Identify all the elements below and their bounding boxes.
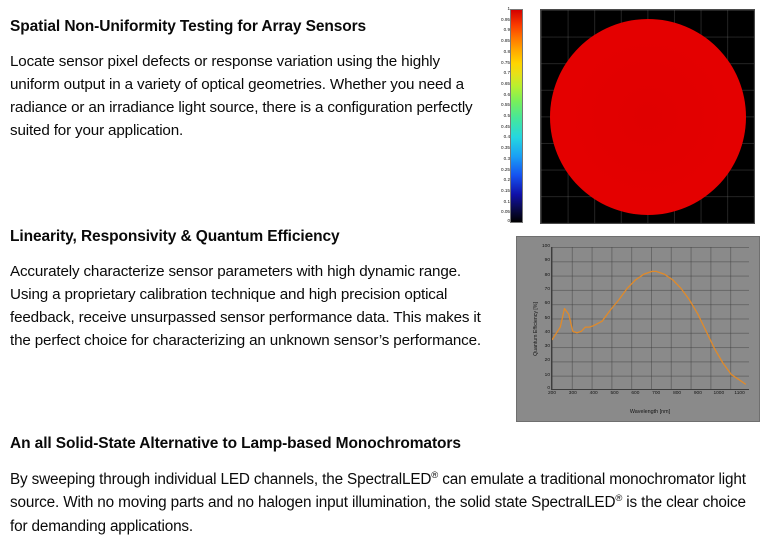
- y-tick: 40: [544, 329, 550, 335]
- x-tick: 600: [631, 391, 640, 396]
- y-tick: 10: [544, 372, 550, 378]
- y-tick: 70: [544, 286, 550, 292]
- colorbar-tick: 0.1: [503, 198, 510, 204]
- qe-curve: [552, 247, 750, 390]
- section-solid-state-alternative: [10, 435, 758, 539]
- figure-spatial-uniformity-map: [492, 6, 760, 229]
- section-linearity-responsivity-qe: [10, 228, 495, 352]
- section-heading: Linearity, Responsivity & Quantum Efficiency: [10, 228, 340, 245]
- y-tick: 0: [547, 386, 550, 391]
- section-body: Accurately characterize sensor parameters with high dynamic range. Using a proprietary calibration technique and high precision optical feedback, receive unsurpassed sensor performance data. This makes it the perfect choice for characterizing an unknown sensor’s performance.: [10, 262, 481, 349]
- colorbar-tick: 0.7: [503, 70, 510, 76]
- heatmap-plot-area: [540, 9, 755, 224]
- x-tick: 800: [673, 391, 682, 396]
- body-text-part-2: can emulate a traditional monochromator light source. With no moving parts and no halogen input illumination, the solid state SpectralLED: [10, 470, 746, 512]
- colorbar-tick: 0.3: [503, 155, 510, 161]
- qe-plot-area: [541, 244, 749, 396]
- section-body: [10, 468, 758, 539]
- colorbar-tick-labels: [492, 6, 510, 226]
- x-tick: 700: [652, 391, 661, 396]
- x-tick: 900: [693, 391, 702, 396]
- colorbar-tick: 0.25: [501, 166, 510, 172]
- colorbar-gradient: [510, 9, 523, 223]
- x-tick: 500: [610, 391, 619, 396]
- x-axis-label: Wavelength [nm]: [629, 409, 671, 415]
- y-tick: 30: [544, 344, 550, 350]
- colorbar-tick: 1: [507, 6, 510, 11]
- body-text-part-3: is the clear choice for demanding applications.: [10, 494, 746, 535]
- colorbar-tick: 0.55: [501, 102, 510, 108]
- colorbar-tick: 0.15: [501, 187, 510, 193]
- colorbar-tick: 0.9: [503, 27, 510, 33]
- x-tick: 200: [547, 391, 557, 396]
- x-tick: 1100: [734, 391, 745, 396]
- y-tick: 20: [544, 358, 550, 364]
- colorbar-tick: 0.85: [501, 38, 510, 44]
- heatmap-uniform-disc: [550, 19, 746, 215]
- y-tick: 100: [541, 244, 550, 249]
- colorbar-tick: 0.35: [501, 145, 510, 151]
- colorbar-tick: 0.05: [501, 209, 510, 215]
- y-axis-label: Quantum Efficiency [%]: [533, 302, 539, 356]
- colorbar-tick: 0.45: [501, 123, 510, 129]
- section-body: Locate sensor pixel defects or response variation using the highly uniform output in a variety of optical geometries. Whether you need a radiance or an irradiance light source, there is a configuration perfectly suited for your application.: [10, 52, 473, 139]
- y-tick: 50: [544, 315, 550, 321]
- colorbar-tick: 0.4: [503, 134, 510, 140]
- colorbar-tick: 0: [507, 218, 510, 223]
- colorbar-tick: 0.5: [503, 113, 510, 118]
- section-spatial-non-uniformity: [10, 18, 480, 142]
- x-tick: 300: [568, 391, 577, 396]
- section-heading: Spatial Non-Uniformity Testing for Array Sensors: [10, 18, 367, 35]
- section-heading: An all Solid-State Alternative to Lamp-based Monochromators: [10, 435, 461, 452]
- x-tick: 400: [589, 391, 598, 396]
- colorbar-tick: 0.8: [503, 48, 510, 54]
- colorbar: [492, 6, 534, 229]
- colorbar-tick: 0.6: [503, 91, 510, 97]
- y-tick: 90: [544, 258, 550, 264]
- colorbar-tick: 0.65: [501, 80, 510, 86]
- colorbar-tick: 0.2: [503, 177, 510, 183]
- registered-trademark-icon: ®: [615, 493, 623, 505]
- y-tick: 80: [544, 272, 550, 278]
- colorbar-tick: 0.95: [501, 16, 510, 22]
- body-text-part-1: By sweeping through individual LED channels, the SpectralLED: [10, 470, 432, 488]
- figure-quantum-efficiency: [516, 236, 760, 422]
- colorbar-tick: 0.75: [501, 59, 510, 65]
- x-tick: 1000: [713, 391, 725, 396]
- y-tick: 60: [544, 301, 550, 307]
- registered-trademark-icon: ®: [431, 469, 439, 481]
